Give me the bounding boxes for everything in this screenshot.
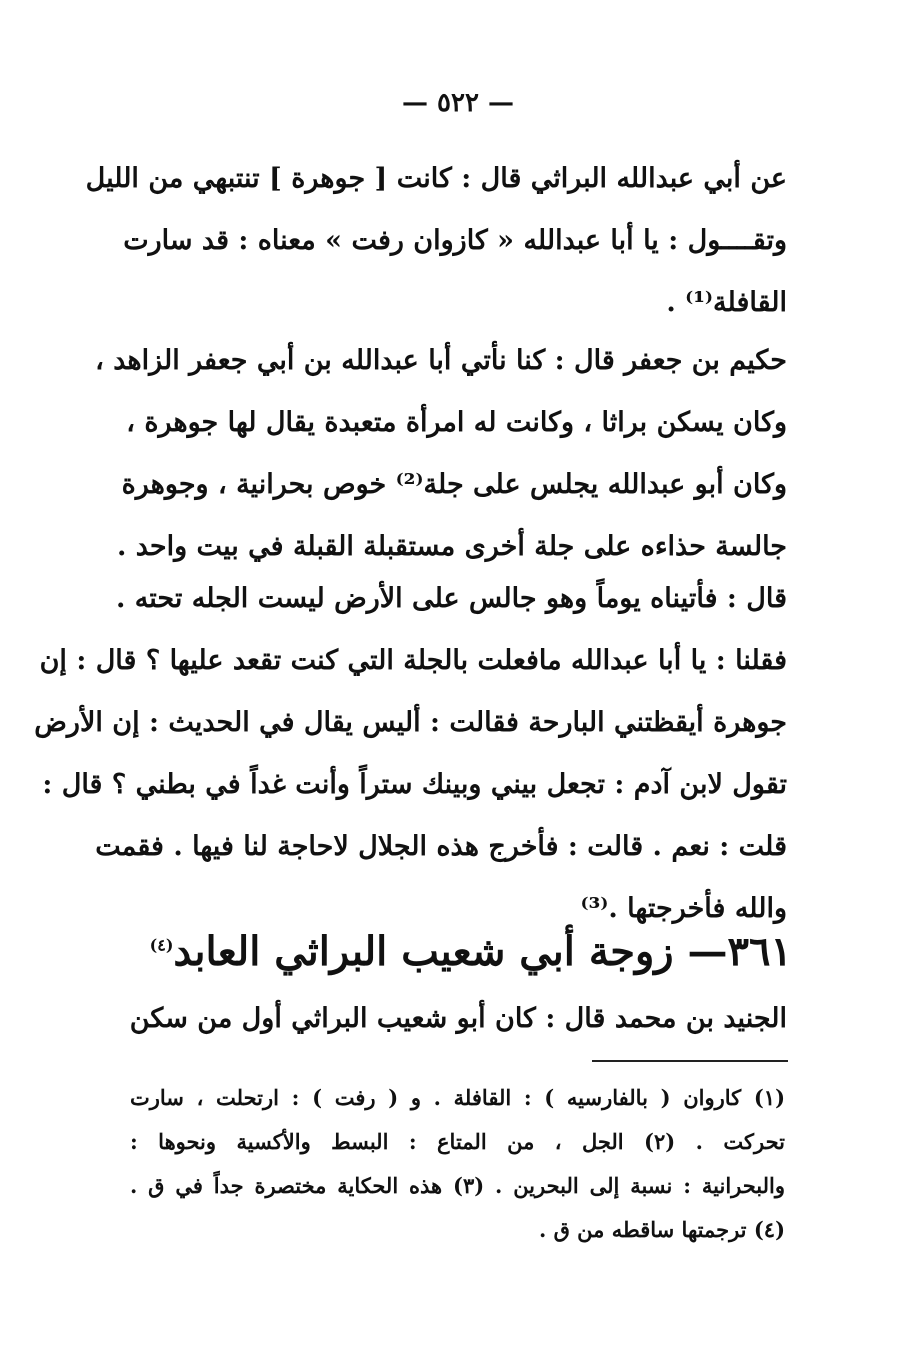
paragraph-1 — [85, 148, 787, 334]
paragraph-4 — [129, 988, 787, 1050]
text-line: حكيم بن جعفر قال : كنا نأتي أبا عبدالله بن أبي جعفر الزاهد ، — [95, 345, 787, 376]
footnote-line: (١) كاروان ( بالفارسيه ) : القافلة . و ( رفت ) : ارتحلت ، سارت — [130, 1085, 785, 1110]
text-line: عن أبي عبدالله البراثي قال : كانت [ جوهرة ] تنتبهي من الليل — [85, 163, 787, 194]
section-heading-text: ٣٦١— زوجة أبي شعيب البراثي العابد — [173, 928, 792, 975]
text-line: الجنيد بن محمد قال : كان أبو شعيب البراثي أول من سكن — [129, 1003, 787, 1034]
heading-footnote-ref: (٤) — [149, 935, 174, 955]
text-line: جوهرة أيقظتني البارحة فقالت : أليس يقال في الحديث : إن الأرض — [34, 707, 787, 738]
text-line: القافلة⁽¹⁾ . — [666, 287, 787, 318]
text-line: وتقــــول : يا أبا عبدالله « كازوان رفت » معناه : قد سارت — [123, 225, 787, 256]
section-heading — [130, 928, 792, 975]
text-line: تقول لابن آدم : تجعل بيني وبينك ستراً وأنت غداً في بطني ؟ قال : — [42, 769, 787, 800]
footnote-separator — [592, 1060, 788, 1062]
text-line: وكان أبو عبدالله يجلس على جلة⁽²⁾ خوص بحرانية ، وجوهرة — [121, 469, 787, 500]
footnote-line: والبحرانية : نسبة إلى البحرين . (٣) هذه الحكاية مختصرة جداً في ق . — [130, 1173, 786, 1198]
text-line: قلت : نعم . قالت : فأخرج هذه الجلال لاحاجة لنا فيها . فقمت — [95, 831, 787, 862]
page-number: — ٥٢٢ — — [401, 88, 515, 118]
footnote-line: (٤) ترجمتها ساقطه من ق . — [538, 1217, 785, 1242]
text-line: قال : فأتيناه يوماً وهو جالس على الأرض ليست الجله تحته . — [115, 583, 787, 614]
text-line: وكان يسكن براثا ، وكانت له امرأة متعبدة يقال لها جوهرة ، — [126, 407, 787, 438]
paragraph-3 — [34, 568, 787, 940]
footnote-line: تحركت . (٢) الجل ، من المتاع : البسط والأكسية ونحوها : — [130, 1129, 785, 1154]
text-line: جالسة حذاءه على جلة أخرى مستقبلة القبلة في بيت واحد . — [116, 531, 787, 562]
text-line: والله فأخرجتها .⁽³⁾ — [580, 893, 787, 924]
paragraph-2 — [95, 330, 787, 578]
text-line: فقلنا : يا أبا عبدالله مافعلت بالجلة التي كنت تقعد عليها ؟ قال : إن — [39, 645, 787, 676]
footnotes — [130, 1076, 785, 1252]
